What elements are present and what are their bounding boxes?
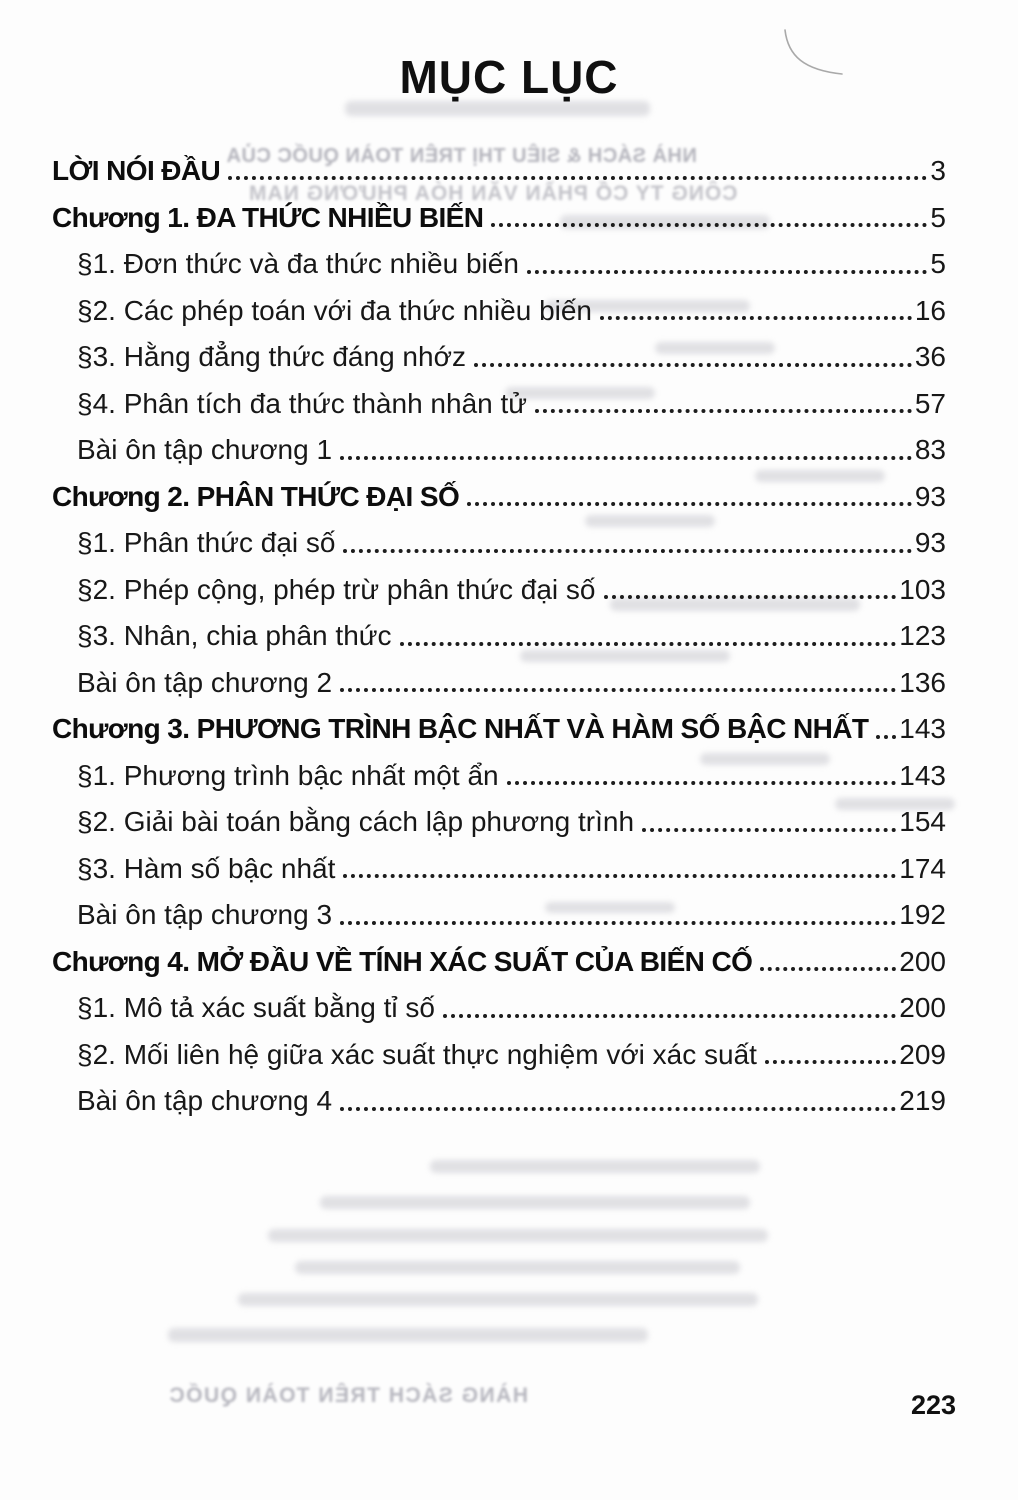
toc-entry-page: 200	[899, 945, 946, 977]
toc-entry-label: Bài ôn tập chương 1	[77, 434, 333, 466]
dot-leader	[876, 735, 896, 739]
toc-entry-page: 143	[899, 713, 946, 745]
toc-entry-page: 36	[914, 341, 946, 373]
dot-leader	[474, 363, 912, 367]
dot-leader	[760, 967, 896, 971]
bleed-through-smudge	[320, 1196, 750, 1209]
toc-entry-page: 200	[899, 992, 946, 1024]
dot-leader	[340, 456, 912, 460]
bleed-through-smudge	[268, 1229, 768, 1242]
toc-entry-label: Bài ôn tập chương 4	[77, 1085, 333, 1117]
bleed-through-smudge	[295, 1261, 740, 1274]
toc-entry-page: 174	[899, 852, 946, 884]
toc-entry-label: §2. Các phép toán với đa thức nhiều biến	[77, 294, 593, 326]
toc-row	[52, 295, 946, 327]
toc-entry-label: Bài ôn tập chương 2	[77, 666, 333, 698]
toc-entry-page: 154	[899, 806, 946, 838]
toc-row	[52, 202, 946, 234]
toc-row	[52, 574, 946, 606]
toc-entry-label: §3. Nhân, chia phân thức	[77, 620, 392, 652]
toc-row	[52, 992, 946, 1024]
toc-entry-label: §1. Đơn thức và đa thức nhiều biến	[77, 248, 519, 280]
toc-entry-label: §2. Phép cộng, phép trừ phân thức đại số	[77, 573, 596, 605]
toc-row	[52, 1085, 946, 1117]
bleed-through-text-top-1: NHÀ SÁCH & SIÊU THỊ TRÊN TOÀN QUỐC CỦA	[226, 145, 697, 167]
toc-entry-label: §1. Phân thức đại số	[77, 527, 336, 559]
toc-entry-label: §2. Mối liên hệ giữa xác suất thực nghiệm với xác suất	[77, 1038, 757, 1070]
toc-entry-label: Chương 2. PHÂN THỨC ĐẠI SỐ	[52, 480, 460, 512]
toc-entry-label: LỜI NÓI ĐẦU	[52, 155, 221, 186]
dot-leader	[604, 595, 897, 599]
toc-entry-label: Chương 3. PHƯƠNG TRÌNH BẬC NHẤT VÀ HÀM SỐ BẬC NHẤT	[52, 713, 869, 745]
toc-entry-label: §3. Hằng đẳng thức đáng nhớz	[77, 341, 466, 373]
dot-leader	[340, 921, 896, 925]
toc-row	[52, 806, 946, 838]
toc-entry-label: §1. Mô tả xác suất bằng tỉ số	[77, 992, 435, 1024]
toc-entry-label: Chương 4. MỞ ĐẦU VỀ TÍNH XÁC SUẤT CỦA BIẾN CỐ	[52, 945, 753, 977]
toc-row	[52, 760, 946, 792]
dot-leader	[228, 176, 927, 180]
toc-row	[52, 481, 946, 513]
toc-entry-page: 3	[930, 155, 946, 186]
dot-leader	[400, 642, 897, 646]
dot-leader	[527, 270, 928, 274]
toc-entry-page: 93	[914, 527, 946, 559]
dot-leader	[642, 828, 896, 832]
toc-row	[52, 248, 946, 280]
toc-row	[52, 620, 946, 652]
bleed-through-smudge	[238, 1293, 758, 1306]
toc-row	[52, 155, 946, 187]
bleed-through-text-bottom: HÀNG SÁCH TRÊN TOÀN QUỐC	[168, 1384, 528, 1407]
toc-row	[52, 1039, 946, 1071]
toc-entry-page: 143	[899, 759, 946, 791]
toc-entry-label: Bài ôn tập chương 3	[77, 899, 333, 931]
bleed-through-text-top-2: CÔNG TY CỔ PHẦN VĂN HÓA PHƯƠNG NAM	[248, 182, 738, 205]
dot-leader	[765, 1060, 896, 1064]
toc-entry-page: 5	[930, 201, 946, 233]
toc-entry-label: Chương 1. ĐA THỨC NHIỀU BIẾN	[52, 201, 484, 233]
dot-leader	[467, 502, 912, 506]
toc-entry-label: §2. Giải bài toán bằng cách lập phương trình	[77, 806, 635, 838]
toc-entry-page: 209	[899, 1038, 946, 1070]
dot-leader	[340, 688, 896, 692]
toc-row	[52, 388, 946, 420]
dot-leader	[600, 316, 912, 320]
table-of-contents	[52, 155, 946, 1118]
dot-leader	[343, 549, 911, 553]
toc-entry-page: 136	[899, 666, 946, 698]
page-number: 223	[910, 1390, 956, 1420]
toc-entry-page: 5	[930, 248, 946, 280]
toc-entry-label: §1. Phương trình bậc nhất một ẩn	[77, 759, 499, 791]
page-title: MỤC LỤC	[399, 51, 619, 103]
bleed-through-smudge	[168, 1328, 648, 1342]
toc-entry-page: 16	[914, 294, 946, 326]
toc-entry-page: 57	[914, 387, 946, 419]
toc-entry-page: 93	[914, 480, 946, 512]
toc-row	[52, 667, 946, 699]
dot-leader	[343, 874, 896, 878]
toc-row	[52, 853, 946, 885]
toc-row	[52, 946, 946, 978]
dot-leader	[491, 223, 927, 227]
toc-entry-page: 123	[899, 620, 946, 652]
dot-leader	[443, 1014, 896, 1018]
toc-row	[52, 713, 946, 745]
dot-leader	[340, 1107, 896, 1111]
toc-entry-label: §3. Hàm số bậc nhất	[77, 852, 336, 884]
toc-entry-page: 83	[914, 434, 946, 466]
toc-entry-label: §4. Phân tích đa thức thành nhân tử	[77, 387, 528, 419]
toc-entry-page: 192	[899, 899, 946, 931]
toc-row	[52, 527, 946, 559]
toc-entry-page: 103	[899, 573, 946, 605]
toc-row	[52, 899, 946, 931]
toc-row	[52, 434, 946, 466]
toc-entry-page: 219	[899, 1085, 946, 1117]
bleed-through-smudge	[430, 1160, 760, 1173]
toc-row	[52, 341, 946, 373]
dot-leader	[507, 781, 897, 785]
dot-leader	[535, 409, 912, 413]
